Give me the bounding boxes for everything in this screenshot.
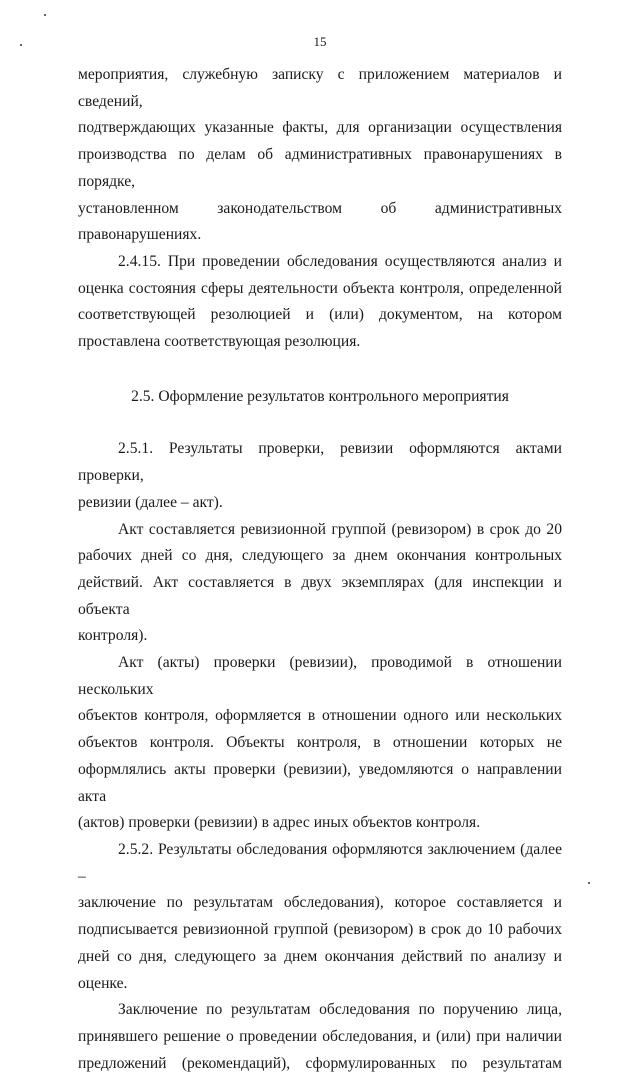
scan-speck (44, 14, 46, 16)
text-line: ревизии (далее – акт). (78, 493, 223, 511)
text-line: Заключение по результатам обследования по поручению лица, (118, 1001, 562, 1019)
paragraph-conclusion (78, 997, 562, 1077)
text-line: Акт составляется ревизионной группой (ревизором) в срок до 20 (118, 520, 562, 538)
text-line: подписывается ревизионной группой (ревизором) в срок до 10 рабочих (78, 921, 562, 939)
paragraph-2-5-1 (78, 436, 562, 516)
text-line: объектов контроля. Объекты контроля, в отношении которых не (78, 734, 562, 752)
text-line: соответствующей резолюцией и (или) документом, на котором (78, 306, 562, 324)
paragraph-2-4-15 (78, 249, 562, 356)
paragraph-multiple-objects (78, 650, 562, 837)
paragraph-act-deadline (78, 517, 562, 651)
scan-speck (588, 882, 590, 884)
paragraph-1 (78, 62, 562, 249)
text-line: (актов) проверки (ревизии) в адрес иных объектов контроля. (78, 814, 481, 832)
text-line: подтверждающих указанные факты, для организации осуществления (78, 119, 562, 137)
text-line: объектов контроля, оформляется в отношении одного или нескольких (78, 707, 562, 725)
text-line: предложений (рекомендаций), сформулированных по результатам (78, 1054, 562, 1072)
text-line: оценка состояния сферы деятельности объекта контроля, определенной (78, 279, 562, 297)
text-line: принявшего решение о проведении обследования, и (или) при наличии (78, 1027, 562, 1045)
paragraph-2-5-2 (78, 837, 562, 997)
text-line: производства по делам об административных правонарушениях в порядке, (78, 146, 562, 190)
text-line: 2.5.1. Результаты проверки, ревизии оформляются актами проверки, (78, 440, 562, 485)
text-line: правонарушениях. (78, 226, 202, 244)
document-body (78, 62, 562, 1077)
text-line: Акт (акты) проверки (ревизии), проводимой в отношении нескольких (78, 654, 562, 698)
text-line: заключение по результатам обследования), которое составляется и (78, 894, 562, 912)
page-number: 15 (313, 34, 327, 49)
text-line: рабочих дней со дня, следующего за днем окончания контрольных (78, 547, 562, 565)
text-line: 2.4.15. При проведении обследования осуществляются анализ и (118, 252, 562, 270)
text-line: мероприятия, служебную записку с приложением материалов и сведений, (78, 66, 562, 110)
text-line: установленном законодательством об административных (78, 199, 562, 217)
text-line: дней со дня, следующего за днем окончания действий по анализу и оценке. (78, 947, 562, 992)
text-line: 2.5.2. Результаты обследования оформляются заключением (далее – (78, 840, 562, 885)
text-line: действий. Акт составляется в двух экземплярах (для инспекции и объекта (78, 573, 562, 618)
text-line: проставлена соответствующая резолюция. (78, 333, 361, 351)
text-line: контроля). (78, 627, 148, 645)
section-heading: 2.5. Оформление результатов контрольного мероприятия (131, 387, 509, 405)
text-line: оформлялись акты проверки (ревизии), уведомляются о направлении акта (78, 760, 562, 805)
